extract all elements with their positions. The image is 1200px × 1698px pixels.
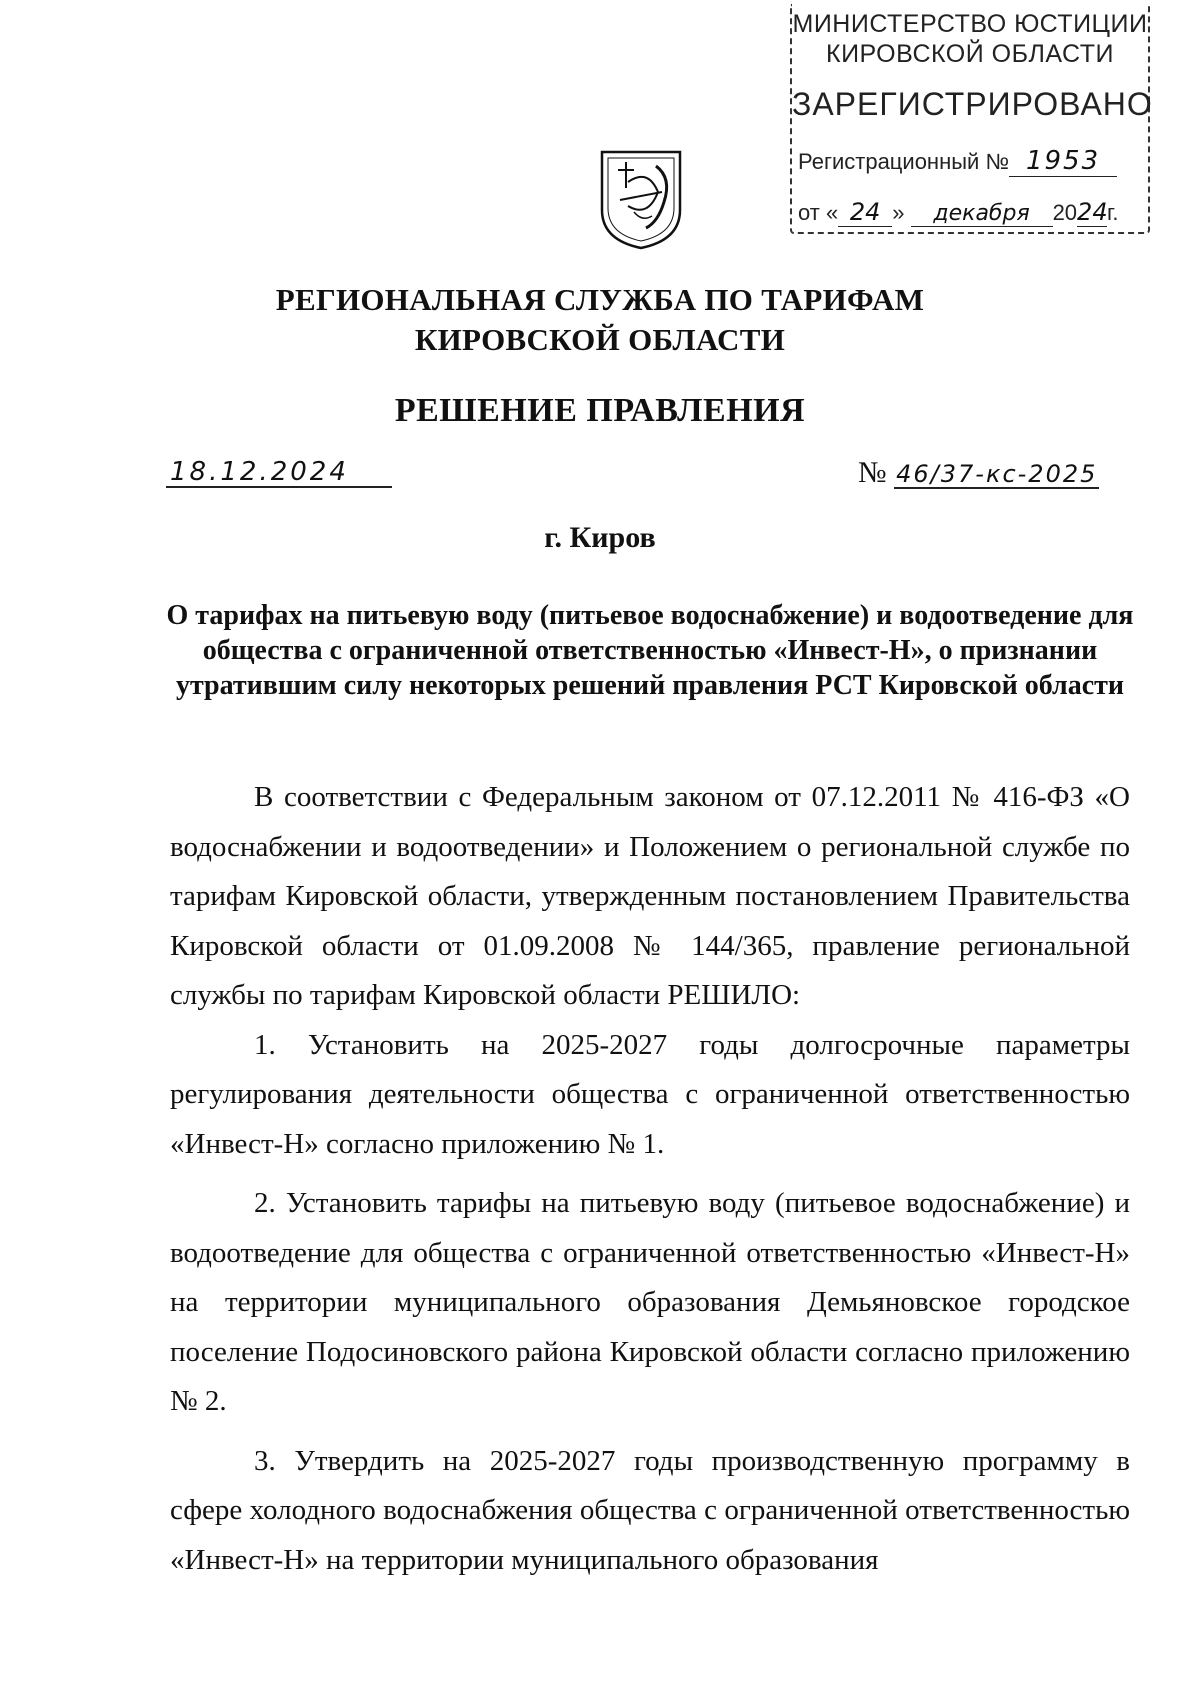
- stamp-date-day: 24: [838, 198, 892, 227]
- document-type-title: РЕШЕНИЕ ПРАВЛЕНИЯ: [394, 392, 806, 429]
- stamp-date-suffix: г.: [1107, 200, 1119, 225]
- document-body: [170, 773, 1130, 1585]
- registration-stamp: [790, 4, 1153, 234]
- document-number-row: [858, 456, 1099, 490]
- organization-name-line1: РЕГИОНАЛЬНАЯ СЛУЖБА ПО ТАРИФАМ: [275, 282, 925, 317]
- coat-of-arms-icon: [598, 148, 684, 252]
- body-paragraph-item-2: 2. Установить тарифы на питьевую воду (питьевое водоснабжение) и водоотведение для общества с ограниченной ответственностью «Инвест-Н» на территории муниципального образования Демьяновское городское поселение Подосиновского района Кировской области согласно приложению № 2.: [170, 1187, 1130, 1417]
- stamp-date-prefix: от «: [798, 200, 839, 225]
- stamp-registered: ЗАРЕГИСТРИРОВАНО: [792, 86, 1153, 122]
- stamp-date-mid: »: [892, 200, 905, 225]
- stamp-ministry-line2: КИРОВСКОЙ ОБЛАСТИ: [826, 40, 1114, 68]
- body-paragraph-item-1: 1. Установить на 2025-2027 годы долгосрочные параметры регулирования деятельности общества с ограниченной ответственностью «Инвест-Н» согласно приложению № 1.: [170, 1028, 1130, 1160]
- stamp-registration-row: [798, 146, 1117, 177]
- stamp-reg-number: 1953: [1009, 146, 1117, 177]
- body-paragraph-item-3: 3. Утвердить на 2025-2027 годы производственную программу в сфере холодного водоснабжения общества с ограниченной ответственностью «Инвест-Н» на территории муниципального образования: [170, 1444, 1130, 1576]
- body-paragraph-preamble: В соответствии с Федеральным законом от 07.12.2011 № 416-ФЗ «О водоснабжении и водоотведении» и Положением о региональной службе по тарифам Кировской области, утвержденным постановлением Правительства Кировской области от 01.09.2008 № 144/365, правление региональной службы по тарифам Кировской области РЕШИЛО:: [170, 781, 1130, 1011]
- document-subject: О тарифах на питьевую воду (питьевое водоснабжение) и водоотведение для общества с ограниченной ответственностью «Инвест-Н», о признании утратившим силу некоторых решений правления РСТ Кировской области: [166, 600, 1134, 701]
- document-number-label: №: [858, 456, 887, 489]
- stamp-ministry-line1: МИНИСТЕРСТВО ЮСТИЦИИ: [792, 10, 1148, 38]
- stamp-date-year: 24: [1077, 198, 1108, 226]
- stamp-date-month: декабря: [911, 201, 1053, 227]
- organization-name-line2: КИРОВСКОЙ ОБЛАСТИ: [414, 322, 786, 357]
- stamp-reg-label: Регистрационный №: [798, 149, 1010, 174]
- document-number: 46/37-кс-2025: [896, 460, 1098, 488]
- document-city: г. Киров: [544, 521, 656, 554]
- document-date: 18.12.2024: [166, 458, 392, 488]
- stamp-date-year-prefix: 20: [1052, 200, 1078, 225]
- stamp-date-row: [798, 198, 1119, 227]
